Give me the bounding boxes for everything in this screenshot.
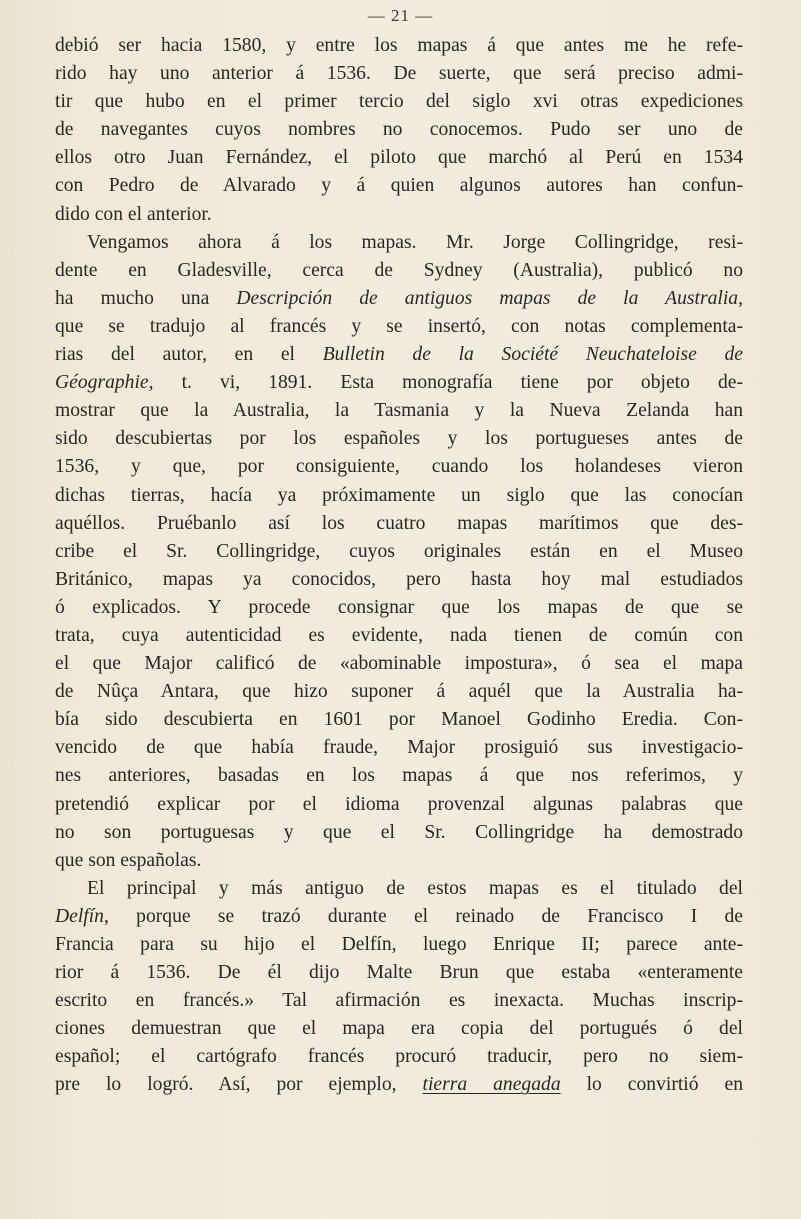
text-line: dichas tierras, hacía ya próximamente un siglo que las conocían xyxy=(55,484,743,506)
text-line: dido con el anterior. xyxy=(55,203,212,225)
text-line: de navegantes cuyos nombres no conocemos. Pudo ser uno de xyxy=(55,119,743,141)
paragraph-start: El principal y más antiguo de estos mapas es el titulado del xyxy=(87,877,743,899)
text-line: 1536, y que, por consiguiente, cuando los holandeses vieron xyxy=(55,456,743,478)
text-line: de Nûça Antara, que hizo suponer á aquél que la Australia ha- xyxy=(55,681,743,703)
text-line: trata, cuya autenticidad es evidente, nada tienen de común con xyxy=(55,624,743,646)
text-line: ellos otro Juan Fernández, el piloto que marchó al Perú en 1534 xyxy=(55,147,743,169)
body-text xyxy=(55,32,743,1100)
text-line: debió ser hacia 1580, y entre los mapas á que antes me he refe- xyxy=(55,35,743,56)
text-line: mostrar que la Australia, la Tasmania y la Nueva Zelanda han xyxy=(55,400,743,422)
text-line: con Pedro de Alvarado y á quien algunos autores han confun- xyxy=(55,175,743,197)
text-line: ha mucho una Descripción de antiguos mapas de la Australia, xyxy=(55,287,743,309)
text-line: Géographie, t. vi, 1891. Esta monografía tiene por objeto de- xyxy=(55,372,743,394)
journal-title-cont: Géographie xyxy=(55,372,149,394)
text-line: Británico, mapas ya conocidos, pero hasta hoy mal estudiados xyxy=(55,568,743,590)
text-line: vencido de que había fraude, Major prosiguió sus investigacio- xyxy=(55,737,743,759)
text-line: sido descubiertas por los españoles y los portugueses antes de xyxy=(55,428,743,450)
text-line: rias del autor, en el Bulletin de la Société Neuchateloise de xyxy=(55,344,743,366)
text-line: nes anteriores, basadas en los mapas á que nos referimos, y xyxy=(55,765,743,787)
text-line: que se tradujo al francés y se insertó, con notas complementa- xyxy=(55,315,743,337)
text-line: dente en Gladesville, cerca de Sydney (Australia), publicó no xyxy=(55,259,743,281)
text-line: que son españolas. xyxy=(55,849,202,871)
text-line: Francia para su hijo el Delfín, luego Enrique II; parece ante- xyxy=(55,934,743,955)
book-title: Descripción de antiguos mapas de la Australia xyxy=(236,287,739,309)
text-line: español; el cartógrafo francés procuró traducir, pero no siem- xyxy=(55,1046,743,1068)
paragraph-start: Vengamos ahora á los mapas. Mr. Jorge Collingridge, resi- xyxy=(87,231,743,253)
text-line: aquéllos. Pruébanlo así los cuatro mapas marítimos que des- xyxy=(55,512,743,534)
text-line: rior á 1536. De él dijo Malte Brun que estaba «enteramente xyxy=(55,962,743,984)
text-line: Delfín, porque se trazó durante el reinado de Francisco I de xyxy=(55,905,743,927)
text-line: rido hay uno anterior á 1536. De suerte, que será preciso admi- xyxy=(55,63,743,85)
text-line: bía sido descubierta en 1601 por Manoel Godinho Eredia. Con- xyxy=(55,709,743,731)
text-line: cribe el Sr. Collingridge, cuyos originales están en el Museo xyxy=(55,540,743,562)
text-line: ó explicados. Y procede consignar que los mapas de que se xyxy=(55,596,743,618)
map-title: Delfín xyxy=(55,905,104,927)
text-line: pre lo logró. Así, por ejemplo, tierra anegada lo convirtió en xyxy=(55,1074,743,1096)
journal-title: Bulletin de la Société Neuchateloise de xyxy=(322,344,743,366)
text-line: el que Major calificó de «abominable impostura», ó sea el mapa xyxy=(55,653,743,675)
text-line: ciones demuestran que el mapa era copia del portugués ó del xyxy=(55,1018,743,1040)
text-line: pretendió explicar por el idioma provenzal algunas palabras que xyxy=(55,793,743,815)
emphasized-term: tierra anegada xyxy=(422,1074,561,1096)
text-line: no son portuguesas y que el Sr. Collingridge ha demostrado xyxy=(55,821,743,843)
page-number: — 21 — xyxy=(367,6,434,25)
text-line: tir que hubo en el primer tercio del siglo xvi otras expediciones xyxy=(55,91,743,113)
text-line: escrito en francés.» Tal afirmación es inexacta. Muchas inscrip- xyxy=(55,990,743,1012)
